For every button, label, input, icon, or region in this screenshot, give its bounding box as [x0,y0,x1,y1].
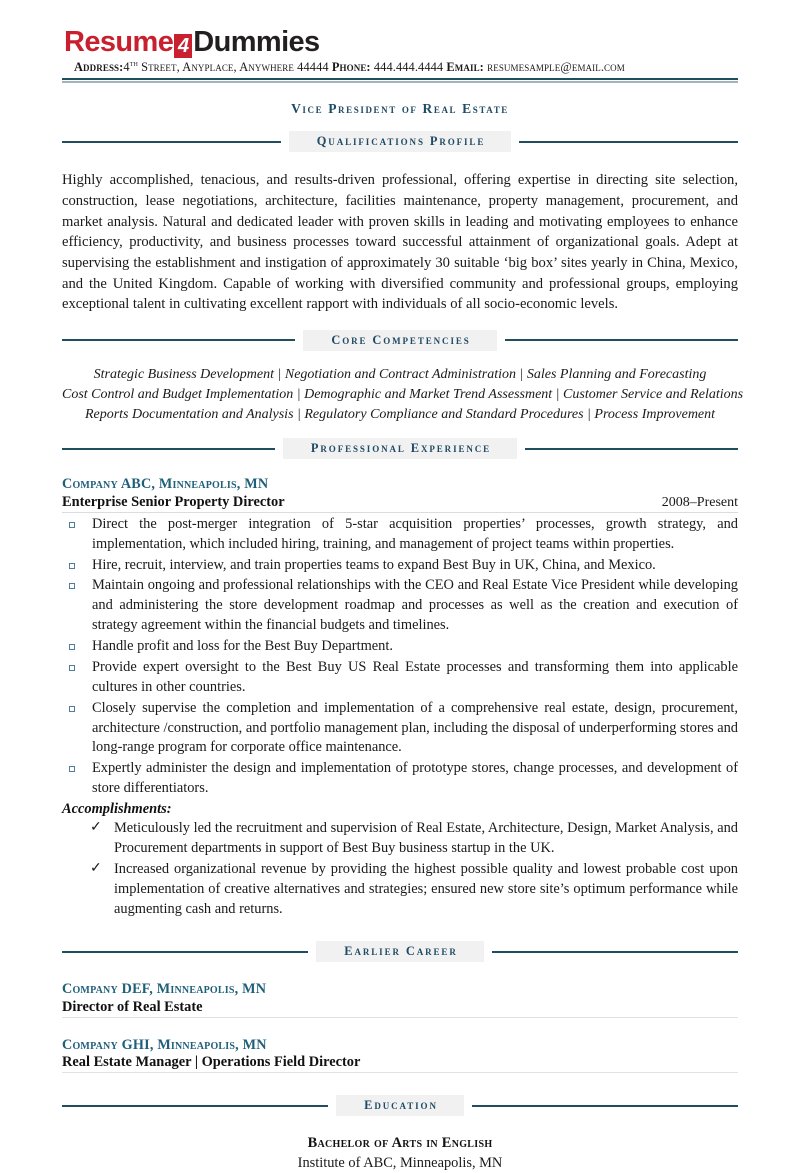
earlier-company: Company DEF, Minneapolis, MN [62,981,267,998]
earlier-title-row [62,999,738,1018]
phone-label: Phone: [331,60,371,75]
education-school: Institute of ABC, Minneapolis, MN [297,1154,503,1171]
earlier-job-title: Director of Real Estate [62,998,203,1015]
experience-entry [62,475,738,919]
competency-line: Reports Documentation and Analysis | Regulatory Compliance and Standard Procedures | Process Improvement [84,406,716,422]
phone-value: 444.444.4444 [370,60,447,75]
contact-line [62,59,738,77]
logo-badge-four: 4 [174,34,192,58]
job-target-title: Vice President of Real Estate [291,101,509,117]
experience-dates: 2008–Present [661,494,738,510]
section-header-qualifications [62,131,738,152]
experience-job-title: Enterprise Senior Property Director [62,493,285,510]
section-rule-left [62,951,308,953]
earlier-company: Company GHI, Minneapolis, MN [62,1036,267,1053]
list-item: Direct the post-merger integration of 5-star acquisition properties’ processes, growth strategy, and implementation, which included hiring, training, and management of project teams within properties. [62,515,738,555]
accomplishments-label: Accomplishments: [62,801,172,818]
list-item: Maintain ongoing and professional relationships with the CEO and Real Estate Vice President while developing and administering the store development roadmap and processes as well as the creation and execution of strategy agreement within the financial budgets and timelines. [62,576,738,636]
section-title-professional-experience: Professional Experience [283,438,517,459]
section-title-education: Education [336,1095,464,1116]
section-header-professional-experience [62,438,738,459]
list-item: Closely supervise the completion and implementation of a comprehensive real estate, design, procurement, architecture /construction, and portfolio management plan, including the disposal of underperforming stores and long-range program for corporate office maintenance. [62,699,738,759]
section-rule-left [62,141,281,143]
list-item: Hire, recruit, interview, and train properties teams to expand Best Buy in UK, China, and Mexico. [62,556,738,576]
education-body [62,1134,738,1173]
address-rest: Street, Anyplace, Anywhere 44444 [137,60,332,75]
section-rule-right [519,141,738,143]
competency-line: Cost Control and Budget Implementation | Demographic and Market Trend Assessment | Customer Service and Relations [62,386,744,402]
section-title-earlier-career: Earlier Career [316,941,483,962]
section-title-qualifications: Qualifications Profile [289,131,511,152]
address-number: 4 [123,60,130,75]
section-header-core-competencies [62,330,738,351]
section-rule-right [472,1105,738,1107]
competency-line: Strategic Business Development | Negotiation and Contract Administration | Sales Planning and Forecasting [93,366,707,382]
list-item: Handle profit and loss for the Best Buy Department. [62,637,738,657]
list-item: ✓ Meticulously led the recruitment and supervision of Real Estate, Architecture, Design, Market Analysis, and Procurement departments in support of Best Buy business startup in the UK. [62,819,738,859]
section-rule-right [492,951,738,953]
address-label: Address: [74,60,124,75]
accomplishments-list [62,819,738,919]
section-rule-right [525,448,738,450]
logo-text-dummies: Dummies [193,26,320,58]
experience-title-row [62,494,738,513]
email-label: Email: [446,60,484,75]
section-rule-left [62,339,295,341]
earlier-career-entry [62,980,738,1017]
brand-logo [62,28,738,57]
list-item: Provide expert oversight to the Best Buy US Real Estate processes and transforming them into applicable cultures in other countries. [62,658,738,698]
experience-bullet-list [62,515,738,799]
section-header-education [62,1095,738,1116]
header-divider [62,78,738,83]
earlier-career-entry [62,1036,738,1073]
logo-text-resume: Resume [64,26,174,58]
section-header-earlier-career [62,941,738,962]
earlier-title-row [62,1054,738,1073]
experience-company: Company ABC, Minneapolis, MN [62,476,269,493]
email-value: resumesample@email.com [483,60,625,75]
section-title-core-competencies: Core Competencies [303,330,496,351]
address-ordinal-suffix: th [129,59,138,68]
qualifications-paragraph: Highly accomplished, tenacious, and results-driven professional, offering expertise in directing site selection, construction, lease negotiations, architecture, facilities maintenance, property management, procurement, and market analysis. Natural and dedicated leader with proven skills in leading and motivating employees to enhance efficiency, productivity, and business processes toward successful attainment of organizational goals. Adept at supervising the establishment and instigation of approximately 30 suitable ‘big box’ sites yearly in China, Mexico, and the United Kingdom. Capable of working with diversified community and professional groups, employing exceptional talent in cultivating excellent rapport with individuals of all socio-economic levels. [62,172,738,313]
core-competencies-list [62,365,744,425]
section-rule-left [62,448,275,450]
list-item: Expertly administer the design and implementation of prototype stores, change processes, and development of store differentiators. [62,759,738,799]
section-rule-left [62,1105,328,1107]
education-degree: Bachelor of Arts in English [307,1135,493,1152]
list-item: ✓ Increased organizational revenue by providing the highest possible quality and lowest probable cost upon implementation of creative alternatives and strategies; ensured new store site’s optimum performance while augmenting cash and returns. [62,860,738,920]
section-rule-right [505,339,738,341]
earlier-job-title: Real Estate Manager | Operations Field Director [62,1054,361,1071]
